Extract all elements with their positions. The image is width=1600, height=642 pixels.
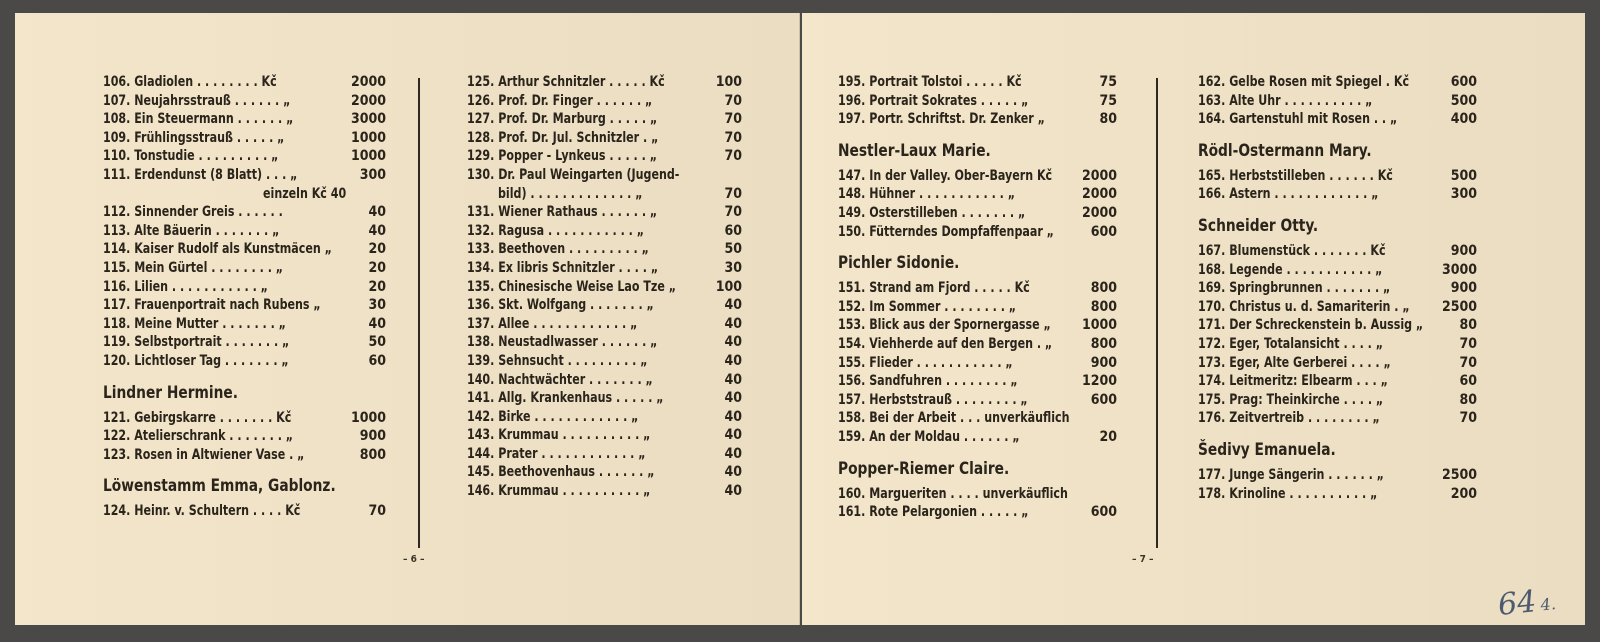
entry-title: 155. Flieder . . . . . . . . . . . „ [838,354,1013,371]
catalog-entry [467,463,742,482]
entry-title: 147. In der Valley. Ober-Bayern Kč [838,167,1053,184]
entry-price: 70 [724,204,742,221]
entry-price: 70 [1459,410,1477,427]
entry-title: 174. Leitmeritz: Elbearm . . . „ [1198,373,1388,390]
entry-title: 112. Sinnender Greis . . . . . . [103,204,283,221]
entry-price: 2500 [1441,466,1477,483]
right-page [802,13,1585,625]
entry-title: 167. Blumenstück . . . . . . . Kč [1198,242,1386,259]
right-page-column-1 [838,73,1117,522]
catalog-entry [467,408,742,427]
catalog-entry [838,335,1117,354]
catalog-entry [103,73,386,92]
handwritten-number: 64 [1496,584,1538,623]
entry-title: 142. Birke . . . . . . . . . . . . „ [467,408,639,425]
handwritten-suffix: 4. [1539,594,1557,615]
entry-title: 170. Christus u. d. Samariterin . „ [1198,298,1410,315]
entry-price: 70 [724,92,742,109]
catalog-entry [103,222,386,241]
entry-price: 30 [368,297,386,314]
column-divider [418,78,420,548]
catalog-entry [467,426,742,445]
entry-price: 60 [368,352,386,369]
entry-title: 178. Krinoline . . . . . . . . . . „ [1198,485,1378,502]
entry-title: 165. Herbststilleben . . . . . . Kč [1198,167,1393,184]
entry-price: 300 [1450,186,1477,203]
entry-price: 40 [724,297,742,314]
entry-title: 157. Herbststrauß . . . . . . . . „ [838,391,1028,408]
entry-price: 70 [724,111,742,128]
catalog-entry [838,185,1117,204]
entry-price: 80 [1099,111,1117,128]
catalog-entry [103,296,386,315]
entry-price: 1000 [350,409,386,426]
entry-title: 148. Hühner . . . . . . . . . . . „ [838,186,1016,203]
entry-title: 135. Chinesische Weise Lao Tze „ [467,278,677,295]
entry-title: 169. Springbrunnen . . . . . . . „ [1198,280,1391,297]
catalog-entry [467,371,742,390]
entry-price: 70 [724,129,742,146]
catalog-entry [467,389,742,408]
catalog-entry [838,167,1117,186]
catalog-entry [1198,316,1477,335]
entry-title: 164. Gartenstuhl mit Rosen . . „ [1198,111,1398,128]
entry-price: 2000 [350,92,386,109]
catalog-entry [103,110,386,129]
entry-price: 2000 [1081,204,1117,221]
catalog-entry [467,352,742,371]
entry-price: 40 [724,352,742,369]
entry-title: 196. Portrait Sokrates . . . . . „ [838,92,1029,109]
catalog-entry [838,279,1117,298]
catalog-entry [838,485,1117,504]
catalog-entry [103,315,386,334]
entry-price: 70 [724,185,742,202]
entry-price: 40 [724,334,742,351]
entry-price: 2500 [1441,298,1477,315]
catalog-entry [103,166,386,185]
catalog-entry [103,427,386,446]
entry-title: 136. Skt. Wolfgang . . . . . . . „ [467,297,654,314]
catalog-entry [467,147,742,166]
entry-title: 149. Osterstilleben . . . . . . . „ [838,204,1026,221]
artist-heading: Schneider Otty. [1198,215,1319,236]
entry-price: 75 [1099,92,1117,109]
column-divider [1156,78,1158,548]
catalog-entry [103,185,386,204]
left-page [15,13,800,625]
catalog-entry [1198,409,1477,428]
catalog-entry [467,129,742,148]
entry-price: 800 [359,446,386,463]
entry-title: 197. Portr. Schriftst. Dr. Zenker „ [838,111,1045,128]
entry-title: 166. Astern . . . . . . . . . . . . „ [1198,186,1379,203]
entry-title: 156. Sandfuhren . . . . . . . . „ [838,373,1018,390]
entry-title: 120. Lichtloser Tag . . . . . . . „ [103,352,289,369]
entry-title: 128. Prof. Dr. Jul. Schnitzler . „ [467,129,659,146]
entry-title: 129. Popper - Lynkeus . . . . . „ [467,148,657,165]
entry-title: 146. Krummau . . . . . . . . . . „ [467,483,651,500]
entry-price: 900 [1450,280,1477,297]
entry-title: 161. Rote Pelargonien . . . . . „ [838,504,1029,521]
entry-price: 20 [368,241,386,258]
page-number: – 6 – [403,554,425,565]
entry-title: 127. Prof. Dr. Marburg . . . . . „ [467,111,658,128]
catalog-entry [103,502,386,521]
entry-title: 173. Eger, Alte Gerberei . . . . „ [1198,354,1391,371]
entry-price: 600 [1090,391,1117,408]
catalog-entry [103,352,386,371]
catalog-entry [467,278,742,297]
entry-title: 122. Atelierschrank . . . . . . . „ [103,428,294,445]
entry-price: 30 [724,259,742,276]
entry-price: 100 [715,278,742,295]
catalog-entry [103,129,386,148]
handwritten-note [1496,582,1557,623]
entry-price: 40 [724,427,742,444]
entry-title: 152. Im Sommer . . . . . . . . „ [838,298,1017,315]
catalog-entry [838,204,1117,223]
entry-title: 175. Prag: Theinkirche . . . . „ [1198,391,1384,408]
entry-title: 140. Nachtwächter . . . . . . . „ [467,371,653,388]
entry-price: 200 [1450,485,1477,502]
entry-title: einzeln Kč 40 [263,185,347,202]
catalog-entry [838,503,1117,522]
artist-heading: Popper-Riemer Claire. [838,458,1010,479]
entry-title: 124. Heinr. v. Schultern . . . . Kč [103,503,301,520]
catalog-entry [103,333,386,352]
left-page-column-2 [467,73,742,501]
artist-heading: Rödl-Ostermann Mary. [1198,140,1372,161]
entry-title: 195. Portrait Tolstoi . . . . . Kč [838,74,1022,90]
entry-title: 108. Ein Steuermann . . . . . . „ [103,111,294,128]
entry-price: 40 [368,204,386,221]
entry-price: 2000 [1081,167,1117,184]
entry-title: 115. Mein Gürtel . . . . . . . . „ [103,259,284,276]
entry-title: 143. Krummau . . . . . . . . . . „ [467,427,651,444]
entry-title: 162. Gelbe Rosen mit Spiegel . Kč [1198,74,1410,90]
catalog-entry [1198,92,1477,111]
catalog-entry [467,92,742,111]
catalog-entry [838,223,1117,242]
entry-title: 138. Neustadlwasser . . . . . . „ [467,334,658,351]
entry-price: 800 [1090,298,1117,315]
catalog-entry [1198,354,1477,373]
catalog-entry [1198,466,1477,485]
entry-title: 123. Rosen in Altwiener Vase . „ [103,446,305,463]
entry-price: 1000 [350,148,386,165]
entry-price: 100 [715,74,742,90]
entry-price: 600 [1090,223,1117,240]
entry-price: 20 [1099,428,1117,445]
entry-title: 144. Prater . . . . . . . . . . . . „ [467,445,646,462]
entry-price: 3000 [350,111,386,128]
entry-price: 80 [1459,317,1477,334]
page-number: – 7 – [1132,554,1154,565]
entry-title: 158. Bei der Arbeit . . . unverkäuflich [838,410,1070,427]
catalog-entry [467,73,742,92]
catalog-entry [838,316,1117,335]
entry-title: 160. Margueriten . . . . unverkäuflich [838,485,1068,502]
catalog-entry [838,391,1117,410]
entry-title: 107. Neujahrsstrauß . . . . . . „ [103,92,291,109]
catalog-entry [838,92,1117,111]
catalog-entry [103,409,386,428]
entry-price: 900 [1090,354,1117,371]
left-page-column-1 [103,73,386,521]
entry-price: 1200 [1081,373,1117,390]
entry-title: 163. Alte Uhr . . . . . . . . . . „ [1198,92,1373,109]
entry-title: 114. Kaiser Rudolf als Kunstmäcen „ [103,241,332,258]
catalog-entry [1198,391,1477,410]
catalog-entry [838,73,1117,92]
entry-title: 109. Frühlingsstrauß . . . . . „ [103,129,285,146]
entry-price: 40 [724,371,742,388]
entry-title: 176. Zeitvertreib . . . . . . . . „ [1198,410,1380,427]
entry-price: 40 [724,408,742,425]
catalog-entry [1198,372,1477,391]
entry-title: 153. Blick aus der Spornergasse „ [838,317,1051,334]
entry-price: 40 [724,464,742,481]
catalog-entry [103,92,386,111]
entry-price: 600 [1090,504,1117,521]
entry-price: 70 [1459,335,1477,352]
right-page-column-2 [1198,73,1477,503]
entry-title: 137. Allee . . . . . . . . . . . . „ [467,315,638,332]
entry-price: 70 [1459,354,1477,371]
catalog-entry [467,166,742,185]
catalog-entry [1198,73,1477,92]
catalog-entry [103,240,386,259]
entry-price: 2000 [350,74,386,90]
catalog-entry [103,147,386,166]
entry-title: 133. Beethoven . . . . . . . . . „ [467,241,649,258]
artist-heading: Nestler-Laux Marie. [838,140,991,161]
entry-title: bild) . . . . . . . . . . . . . „ [498,185,643,202]
entry-title: 151. Strand am Fjord . . . . . Kč [838,280,1030,297]
artist-heading: Pichler Sidonie. [838,253,960,274]
entry-title: 172. Eger, Totalansicht . . . . „ [1198,335,1384,352]
artist-heading: Lindner Hermine. [103,382,238,403]
entry-title: 125. Arthur Schnitzler . . . . . Kč [467,74,665,90]
catalog-entry [838,354,1117,373]
entry-title: 168. Legende . . . . . . . . . . . „ [1198,261,1383,278]
catalog-entry [103,203,386,222]
entry-price: 50 [724,241,742,258]
entry-price: 900 [359,428,386,445]
entry-price: 800 [1090,280,1117,297]
entry-title: 118. Meine Mutter . . . . . . . „ [103,315,286,332]
entry-price: 70 [368,503,386,520]
entry-title: 106. Gladiolen . . . . . . . . Kč [103,74,277,90]
catalog-entry [1198,335,1477,354]
entry-price: 75 [1099,74,1117,90]
entry-price: 800 [1090,335,1117,352]
entry-title: 119. Selbstportrait . . . . . . . „ [103,334,290,351]
catalog-entry [838,409,1117,428]
entry-price: 40 [724,390,742,407]
entry-price: 2000 [1081,186,1117,203]
entry-price: 40 [724,483,742,500]
catalog-entry [467,110,742,129]
entry-title: 126. Prof. Dr. Finger . . . . . . „ [467,92,653,109]
entry-price: 60 [1459,373,1477,390]
catalog-entry [467,185,742,204]
catalog-entry [838,428,1117,447]
entry-title: 171. Der Schreckenstein b. Aussig „ [1198,317,1424,334]
catalog-entry [467,296,742,315]
catalog-entry [838,372,1117,391]
entry-title: 139. Sehnsucht . . . . . . . . . „ [467,352,648,369]
entry-price: 600 [1450,74,1477,90]
entry-title: 134. Ex libris Schnitzler . . . . „ [467,259,659,276]
entry-price: 500 [1450,92,1477,109]
entry-title: 117. Frauenportrait nach Rubens „ [103,297,321,314]
catalog-entry [1198,185,1477,204]
entry-price: 3000 [1441,261,1477,278]
catalog-entry [1198,261,1477,280]
catalog-entry [467,445,742,464]
catalog-entry [467,240,742,259]
entry-price: 400 [1450,111,1477,128]
entry-price: 20 [368,259,386,276]
artist-heading: Šedivy Emanuela. [1198,439,1336,460]
catalog-entry [467,333,742,352]
entry-title: 113. Alte Bäuerin . . . . . . . „ [103,222,280,239]
entry-title: 116. Lilien . . . . . . . . . . . „ [103,278,268,295]
entry-title: 159. An der Moldau . . . . . . „ [838,428,1020,445]
entry-price: 500 [1450,167,1477,184]
catalog-entry [1198,167,1477,186]
catalog-entry [1198,298,1477,317]
catalog-entry [1198,279,1477,298]
catalog-entry [1198,242,1477,261]
catalog-entry [103,259,386,278]
catalog-entry [1198,110,1477,129]
entry-price: 40 [724,315,742,332]
entry-price: 1000 [350,129,386,146]
catalog-entry [103,446,386,465]
entry-price: 80 [1459,391,1477,408]
entry-title: 145. Beethovenhaus . . . . . . „ [467,464,655,481]
catalog-entry [1198,485,1477,504]
entry-title: 132. Ragusa . . . . . . . . . . . „ [467,222,645,239]
artist-heading: Löwenstamm Emma, Gablonz. [103,476,336,497]
entry-title: 141. Allg. Krankenhaus . . . . . „ [467,390,664,407]
entry-price: 20 [368,278,386,295]
entry-price: 40 [368,222,386,239]
catalog-entry [838,298,1117,317]
entry-price: 40 [368,315,386,332]
entry-title: 121. Gebirgskarre . . . . . . . Kč [103,409,292,426]
catalog-entry [103,278,386,297]
entry-title: 111. Erdendunst (8 Blatt) . . . „ [103,166,298,183]
entry-title: 150. Fütterndes Dompfaffenpaar „ [838,223,1054,240]
entry-price: 60 [724,222,742,239]
catalog-entry [467,259,742,278]
entry-price: 300 [359,166,386,183]
entry-title: 110. Tonstudie . . . . . . . . . „ [103,148,279,165]
entry-price: 70 [724,148,742,165]
catalog-entry [467,482,742,501]
entry-price: 1000 [1081,317,1117,334]
entry-title: 130. Dr. Paul Weingarten (Jugend- [467,166,680,183]
catalog-entry [467,222,742,241]
entry-title: 131. Wiener Rathaus . . . . . . „ [467,204,658,221]
entry-price: 900 [1450,242,1477,259]
catalog-entry [467,315,742,334]
catalog-entry [467,203,742,222]
entry-price: 50 [368,334,386,351]
entry-title: 154. Viehherde auf den Bergen . „ [838,335,1053,352]
entry-price: 40 [724,445,742,462]
catalog-entry [838,110,1117,129]
entry-title: 177. Junge Sängerin . . . . . . „ [1198,466,1384,483]
